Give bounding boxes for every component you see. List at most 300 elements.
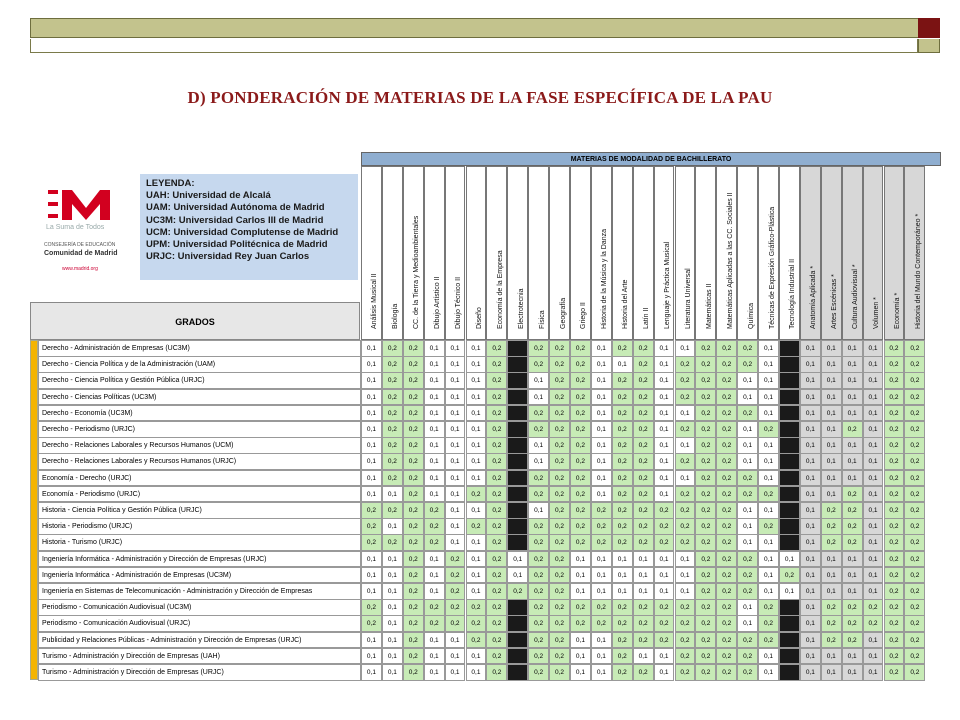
weight-cell [779,356,800,373]
grado-label: Derecho - Ciencias Políticas (UC3M) [38,389,361,406]
weight-cell: 0,2 [737,632,758,649]
weight-cell: 0,1 [863,567,884,584]
weight-cell: 0,2 [612,599,633,616]
weight-cell: 0,1 [424,405,445,422]
weight-cell: 0,2 [779,567,800,584]
weight-cell: 0,1 [821,340,842,357]
weight-cell: 0,2 [591,534,612,551]
weight-cell: 0,2 [424,599,445,616]
weight-cell: 0,1 [382,664,403,681]
weight-cell: 0,1 [758,340,779,357]
weight-cell: 0,1 [842,389,863,406]
weight-cell: 0,1 [424,648,445,665]
grado-label: Periodismo - Comunicación Audiovisual (URJC) [38,615,361,632]
grado-label: Ingeniería en Sistemas de Telecomunicación - Administración y Dirección de Empresas [38,583,361,600]
weight-cell: 0,2 [884,453,905,470]
weight-cell: 0,1 [863,453,884,470]
weight-cell: 0,1 [445,632,466,649]
weight-cell: 0,1 [863,437,884,454]
weight-cell: 0,2 [486,421,507,438]
weight-cell: 0,1 [800,340,821,357]
weight-cell: 0,1 [821,453,842,470]
weight-cell: 0,2 [403,551,424,568]
weight-cell: 0,2 [695,502,716,519]
grado-label: Derecho - Ciencia Política y Gestión Pública (URJC) [38,372,361,389]
grado-label: Economía - Derecho (URJC) [38,470,361,487]
materias-header: MATERIAS DE MODALIDAD DE BACHILLERATO [361,152,941,166]
weight-cell: 0,1 [361,632,382,649]
weight-cell: 0,2 [591,502,612,519]
weight-cell: 0,1 [654,340,675,357]
weight-cell [507,534,528,551]
weight-cell: 0,2 [758,615,779,632]
weight-cell: 0,2 [695,405,716,422]
weight-cell: 0,2 [486,615,507,632]
weight-cell: 0,1 [382,615,403,632]
weight-cell: 0,1 [654,583,675,600]
weight-cell: 0,1 [842,372,863,389]
weight-cell: 0,1 [633,567,654,584]
column-header-label: Historia del Arte [622,279,630,329]
weight-cell: 0,1 [466,340,487,357]
weight-cell: 0,2 [716,372,737,389]
weight-cell: 0,1 [466,405,487,422]
weight-cell: 0,2 [758,518,779,535]
weight-cell: 0,2 [570,405,591,422]
weight-cell: 0,2 [904,470,925,487]
weight-cell: 0,1 [863,356,884,373]
weight-cell: 0,1 [382,632,403,649]
weight-cell: 0,2 [695,470,716,487]
column-header-label: CC. de la Tierra y Medioambientales [413,215,421,329]
weight-cell: 0,2 [737,648,758,665]
weight-cell: 0,2 [695,389,716,406]
column-header-label: Tecnología Industrial II [789,258,797,329]
weight-cell: 0,1 [654,356,675,373]
weight-cell: 0,1 [591,421,612,438]
column-header [591,166,612,340]
column-header-label: Dibujo Técnico II [455,276,463,329]
column-header-label: Química [747,302,755,329]
weight-cell: 0,1 [821,583,842,600]
weight-cell: 0,2 [695,486,716,503]
weight-cell: 0,1 [591,567,612,584]
weight-cell: 0,1 [466,567,487,584]
weight-cell: 0,1 [570,664,591,681]
weight-cell: 0,2 [486,340,507,357]
weight-cell: 0,2 [486,502,507,519]
weight-cell: 0,2 [403,567,424,584]
logo-comunidad: Comunidad de Madrid [44,250,118,257]
weight-cell: 0,2 [633,372,654,389]
weight-cell: 0,1 [466,551,487,568]
column-header-label: Técnicas de Expresión Gráfico-Plástica [768,206,776,329]
grado-label: Economía - Periodismo (URJC) [38,486,361,503]
weight-cell: 0,2 [528,340,549,357]
grado-label: Derecho - Relaciones Laborales y Recursos Humanos (UCM) [38,437,361,454]
weight-cell: 0,2 [904,567,925,584]
weight-cell: 0,2 [570,518,591,535]
weight-cell: 0,2 [633,615,654,632]
weight-cell: 0,2 [654,615,675,632]
weight-cell: 0,2 [549,389,570,406]
weight-cell: 0,2 [403,632,424,649]
weight-cell: 0,2 [884,567,905,584]
weight-cell: 0,2 [842,534,863,551]
weight-cell: 0,2 [716,405,737,422]
grado-label: Derecho - Economía (UC3M) [38,405,361,422]
weight-cell: 0,2 [528,551,549,568]
weight-cell: 0,1 [863,632,884,649]
weight-cell: 0,1 [591,340,612,357]
weight-cell: 0,1 [633,583,654,600]
weight-cell: 0,2 [528,518,549,535]
weight-cell: 0,2 [716,551,737,568]
weight-cell: 0,1 [445,518,466,535]
weight-cell: 0,2 [695,599,716,616]
column-header-label: Volumen * [873,297,881,329]
weight-cell: 0,1 [424,632,445,649]
weight-cell: 0,2 [633,502,654,519]
weight-cell: 0,2 [612,372,633,389]
weight-cell: 0,1 [445,437,466,454]
weight-cell: 0,2 [403,356,424,373]
weight-cell: 0,2 [675,615,696,632]
weight-cell: 0,1 [821,648,842,665]
weight-cell: 0,1 [654,405,675,422]
grado-label: Ingeniería Informática - Administración y Dirección de Empresas (URJC) [38,551,361,568]
weight-cell: 0,2 [486,632,507,649]
weight-cell: 0,1 [821,567,842,584]
weight-cell: 0,1 [361,340,382,357]
legend-heading: LEYENDA: [146,178,195,189]
weight-cell: 0,2 [904,632,925,649]
comunidad-madrid-logo [36,178,132,276]
weight-cell: 0,2 [654,632,675,649]
weight-cell: 0,2 [675,502,696,519]
weight-cell: 0,2 [758,632,779,649]
weight-cell: 0,2 [466,518,487,535]
weight-cell: 0,2 [382,437,403,454]
column-header-label: Literatura Universal [684,268,692,329]
column-header-label: Historia del Mundo Contemporáneo * [914,213,922,329]
weight-cell: 0,2 [612,389,633,406]
weight-cell: 0,1 [612,356,633,373]
weight-cell: 0,1 [737,502,758,519]
weight-cell: 0,2 [842,615,863,632]
weight-cell: 0,2 [904,551,925,568]
column-header [904,166,925,340]
weight-cell: 0,2 [904,615,925,632]
weight-cell: 0,2 [904,486,925,503]
grados-header: GRADOS [30,302,360,340]
weight-cell: 0,2 [884,632,905,649]
grado-label: Turismo - Administración y Dirección de Empresas (UAH) [38,648,361,665]
weight-cell: 0,1 [863,340,884,357]
weight-cell: 0,1 [758,551,779,568]
weight-cell: 0,1 [800,534,821,551]
weight-cell: 0,2 [821,502,842,519]
weight-cell: 0,2 [361,599,382,616]
weight-cell: 0,2 [612,632,633,649]
weight-cell: 0,1 [633,648,654,665]
weight-cell: 0,1 [654,389,675,406]
weight-cell: 0,2 [633,470,654,487]
weight-cell [507,518,528,535]
weight-cell: 0,1 [528,372,549,389]
weight-cell: 0,2 [884,470,905,487]
weight-cell: 0,2 [403,534,424,551]
weight-cell: 0,1 [528,502,549,519]
weight-cell: 0,1 [591,470,612,487]
weight-cell: 0,2 [466,486,487,503]
weight-cell: 0,1 [654,648,675,665]
weight-cell: 0,2 [403,372,424,389]
weight-cell: 0,1 [821,470,842,487]
weight-cell: 0,1 [800,599,821,616]
weight-cell: 0,2 [716,648,737,665]
weight-cell: 0,2 [716,356,737,373]
header-accent-block [918,18,940,38]
weight-cell: 0,2 [486,534,507,551]
weight-cell: 0,2 [528,356,549,373]
grado-label: Periodismo - Comunicación Audiovisual (UC3M) [38,599,361,616]
weight-cell [779,340,800,357]
weight-cell: 0,2 [424,518,445,535]
weight-cell: 0,2 [549,664,570,681]
weight-cell: 0,1 [445,405,466,422]
weight-cell: 0,2 [633,599,654,616]
weight-cell: 0,1 [361,389,382,406]
weight-cell: 0,2 [904,356,925,373]
weight-cell: 0,2 [904,518,925,535]
weight-cell: 0,2 [403,389,424,406]
weight-cell: 0,2 [486,518,507,535]
weight-cell [507,421,528,438]
weight-cell: 0,2 [863,599,884,616]
weight-cell: 0,2 [612,648,633,665]
weight-cell: 0,1 [424,340,445,357]
weight-cell [779,470,800,487]
weight-cell: 0,2 [528,664,549,681]
weight-cell: 0,1 [863,389,884,406]
weight-cell: 0,2 [904,389,925,406]
weight-cell: 0,1 [863,551,884,568]
column-header-label: Electrotecnia [517,288,525,329]
weight-cell: 0,1 [654,567,675,584]
weight-cell: 0,2 [737,340,758,357]
weight-cell: 0,2 [570,534,591,551]
weight-cell: 0,2 [549,340,570,357]
weight-cell: 0,1 [528,453,549,470]
weight-cell: 0,2 [361,534,382,551]
weight-cell: 0,2 [884,502,905,519]
weight-cell: 0,2 [842,421,863,438]
weight-cell: 0,1 [445,453,466,470]
weight-cell: 0,1 [361,664,382,681]
weight-cell: 0,1 [466,453,487,470]
weight-cell: 0,1 [758,534,779,551]
column-header [612,166,633,340]
weight-cell: 0,1 [633,551,654,568]
weight-cell: 0,1 [675,470,696,487]
weight-cell: 0,2 [695,421,716,438]
weight-cell: 0,1 [758,453,779,470]
column-header-label: Lenguaje y Práctica Musical [664,241,672,329]
weight-cell [507,405,528,422]
weight-cell: 0,2 [675,389,696,406]
weight-cell: 0,2 [842,599,863,616]
weight-cell: 0,2 [549,583,570,600]
weight-cell: 0,2 [884,551,905,568]
weight-cell: 0,2 [612,486,633,503]
column-header-label: Cultura Audiovisual * [852,264,860,329]
weight-cell: 0,2 [904,421,925,438]
weight-cell: 0,2 [904,583,925,600]
weight-cell: 0,1 [361,421,382,438]
weight-cell [507,599,528,616]
weight-cell: 0,2 [884,599,905,616]
weight-cell: 0,2 [633,453,654,470]
weight-cell: 0,2 [884,534,905,551]
weight-cell: 0,2 [695,453,716,470]
weight-cell: 0,2 [549,599,570,616]
weight-cell: 0,2 [884,372,905,389]
column-header [382,166,403,340]
weight-cell: 0,2 [382,470,403,487]
weight-cell: 0,2 [842,518,863,535]
weight-cell: 0,2 [695,551,716,568]
weight-cell: 0,1 [382,648,403,665]
column-header-label: Matemáticas Aplicadas a las CC. Sociales II [726,192,734,329]
column-header [486,166,507,340]
weight-cell: 0,2 [695,664,716,681]
weight-cell: 0,1 [424,486,445,503]
weight-cell [779,389,800,406]
weight-cell: 0,2 [570,356,591,373]
weight-cell: 0,2 [549,615,570,632]
weight-cell: 0,1 [800,664,821,681]
weight-cell: 0,1 [800,421,821,438]
weight-cell: 0,1 [570,632,591,649]
weight-cell: 0,2 [445,567,466,584]
weight-cell: 0,1 [591,372,612,389]
weight-cell [779,534,800,551]
column-header [779,166,800,340]
weight-cell: 0,1 [842,405,863,422]
weight-cell: 0,2 [675,486,696,503]
weight-cell: 0,2 [570,389,591,406]
weight-cell: 0,1 [591,664,612,681]
weight-cell: 0,1 [821,372,842,389]
weight-cell: 0,2 [737,583,758,600]
weight-cell: 0,1 [466,583,487,600]
weight-cell: 0,2 [549,502,570,519]
weight-cell: 0,2 [904,453,925,470]
weight-cell: 0,2 [382,453,403,470]
weight-cell: 0,1 [654,551,675,568]
weight-cell: 0,1 [779,583,800,600]
weight-cell: 0,1 [591,648,612,665]
weight-cell: 0,1 [758,356,779,373]
weight-cell: 0,1 [737,372,758,389]
weight-cell: 0,2 [570,340,591,357]
weight-cell: 0,1 [466,356,487,373]
weight-cell: 0,2 [737,486,758,503]
weight-cell [507,632,528,649]
weight-cell: 0,1 [863,405,884,422]
weight-cell: 0,1 [424,470,445,487]
weight-cell: 0,1 [758,405,779,422]
weight-cell: 0,2 [486,437,507,454]
weight-cell: 0,1 [424,567,445,584]
weight-cell: 0,2 [403,615,424,632]
weight-cell: 0,1 [675,551,696,568]
weight-cell: 0,2 [403,453,424,470]
weight-cell: 0,2 [486,453,507,470]
header-accent-lower [918,39,940,53]
weight-cell: 0,2 [570,372,591,389]
weight-cell: 0,1 [361,405,382,422]
weight-cell: 0,1 [654,486,675,503]
weight-cell: 0,2 [904,599,925,616]
weight-cell: 0,1 [466,421,487,438]
weight-cell: 0,1 [466,648,487,665]
legend-item: UPM: Universidad Politécnica de Madrid [146,239,328,251]
weight-cell: 0,1 [424,356,445,373]
weight-cell: 0,2 [549,632,570,649]
weight-cell: 0,2 [716,664,737,681]
weight-cell: 0,2 [486,372,507,389]
weight-cell: 0,1 [800,518,821,535]
weight-cell: 0,1 [654,470,675,487]
weight-cell: 0,1 [800,583,821,600]
column-header [884,166,905,340]
weight-cell: 0,1 [528,389,549,406]
weight-cell: 0,1 [800,372,821,389]
weight-cell: 0,1 [800,470,821,487]
weight-cell: 0,2 [716,567,737,584]
weight-cell: 0,2 [528,470,549,487]
weight-cell: 0,1 [591,583,612,600]
weight-cell: 0,1 [466,470,487,487]
weight-cell: 0,1 [382,583,403,600]
weight-cell: 0,2 [863,615,884,632]
weight-cell: 0,1 [466,372,487,389]
column-header-label: Griego II [580,302,588,329]
weight-cell [779,632,800,649]
weight-cell: 0,1 [863,372,884,389]
weight-cell: 0,2 [821,615,842,632]
weight-cell: 0,1 [382,599,403,616]
weight-cell [507,389,528,406]
weight-cell [507,437,528,454]
weight-cell: 0,1 [737,389,758,406]
slide-title: D) PONDERACIÓN DE MATERIAS DE LA FASE ESPECÍFICA DE LA PAU [187,88,773,107]
weight-cell: 0,1 [361,551,382,568]
weight-cell: 0,2 [486,486,507,503]
weight-cell: 0,1 [842,648,863,665]
weight-cell: 0,2 [486,583,507,600]
weight-cell: 0,2 [486,567,507,584]
column-header [424,166,445,340]
weight-cell: 0,2 [549,518,570,535]
column-header-label: Artes Escénicas * [831,274,839,329]
weight-cell: 0,2 [591,518,612,535]
weight-cell: 0,2 [716,583,737,600]
weight-cell: 0,2 [716,437,737,454]
weight-cell: 0,2 [633,421,654,438]
